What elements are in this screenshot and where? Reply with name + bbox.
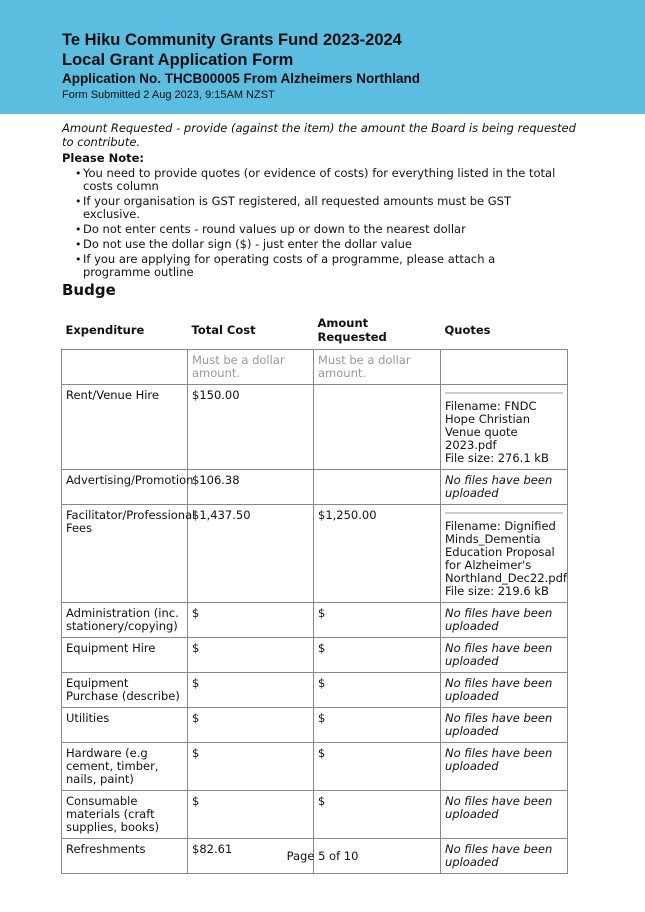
total-cost-cell: $ <box>188 743 314 791</box>
quote-cell: No files have been uploaded <box>441 743 568 791</box>
notes-list <box>76 167 566 281</box>
expenditure-cell: Administration (inc. stationery/copying) <box>62 603 188 638</box>
section-title: Budge <box>62 281 116 299</box>
quote-cell: No files have been uploaded <box>441 791 568 839</box>
hint-empty <box>441 350 568 385</box>
page-number: Page 5 of 10 <box>286 849 359 863</box>
amount-requested-cell: $1,250.00 <box>314 505 441 603</box>
page-header <box>0 0 645 114</box>
table-row <box>62 638 568 673</box>
quote-cell: No files have been uploaded <box>441 470 568 505</box>
note-item: • If you are applying for operating costs of a programme, please attach a programme outline <box>76 253 566 279</box>
hint-row <box>62 350 568 385</box>
hint-empty <box>62 350 188 385</box>
amount-requested-hint: Must be a dollar amount. <box>314 350 441 385</box>
total-cost-cell: $ <box>188 791 314 839</box>
table-row <box>62 385 568 470</box>
quote-cell: No files have been uploaded <box>441 603 568 638</box>
table-row <box>62 708 568 743</box>
total-cost-cell: $106.38 <box>188 470 314 505</box>
form-title: Local Grant Application Form <box>62 51 294 69</box>
fund-title: Te Hiku Community Grants Fund 2023-2024 <box>62 31 402 49</box>
amount-requested-cell <box>314 470 441 505</box>
file-name: Filename: Dignified Minds_Dementia Education Proposal for Alzheimer's Northland_Dec22.pdf <box>445 519 567 585</box>
submitted-date: Form Submitted 2 Aug 2023, 9:15AM NZST <box>62 89 275 101</box>
budget-table <box>61 314 568 874</box>
expenditure-cell: Equipment Purchase (describe) <box>62 673 188 708</box>
total-cost-cell: $ <box>188 708 314 743</box>
total-cost-hint: Must be a dollar amount. <box>188 350 314 385</box>
amount-requested-cell: $ <box>314 638 441 673</box>
header-expenditure: Expenditure <box>65 323 145 337</box>
note-item: • Do not use the dollar sign ($) - just enter the dollar value <box>76 238 566 251</box>
expenditure-cell: Advertising/Promotion <box>62 470 188 505</box>
quote-cell: No files have been uploaded <box>441 839 568 874</box>
application-number: Application No. THCB00005 From Alzheimers Northland <box>62 71 421 86</box>
header-amount-requested: Amount Requested <box>317 316 387 344</box>
expenditure-cell: Hardware (e.g cement, timber, nails, paint) <box>62 743 188 791</box>
expenditure-cell: Facilitator/Professional Fees <box>62 505 188 603</box>
note-item: • You need to provide quotes (or evidence of costs) for everything listed in the total costs column <box>76 167 566 193</box>
note-heading: Please Note: <box>62 151 144 165</box>
file-attachment[interactable] <box>445 392 563 465</box>
amount-requested-cell: $ <box>314 708 441 743</box>
table-row <box>62 505 568 603</box>
expenditure-cell: Equipment Hire <box>62 638 188 673</box>
note-item: • If your organisation is GST registered, all requested amounts must be GST exclusive. <box>76 195 566 221</box>
expenditure-cell: Refreshments <box>62 839 188 874</box>
note-item: • Do not enter cents - round values up or down to the nearest dollar <box>76 223 566 236</box>
amount-requested-cell: $ <box>314 743 441 791</box>
table-row <box>62 673 568 708</box>
file-name: Filename: FNDC Hope Christian Venue quote 2023.pdf <box>445 399 537 452</box>
amount-requested-cell: $ <box>314 603 441 638</box>
table-row <box>62 791 568 839</box>
amount-requested-cell <box>314 385 441 470</box>
table-row <box>62 743 568 791</box>
quote-cell <box>441 385 568 470</box>
expenditure-cell: Utilities <box>62 708 188 743</box>
quote-cell: No files have been uploaded <box>441 638 568 673</box>
total-cost-cell: $ <box>188 673 314 708</box>
file-size: File size: 219.6 kB <box>445 584 549 598</box>
table-header-row <box>62 314 568 350</box>
file-size: File size: 276.1 kB <box>445 451 549 465</box>
total-cost-cell: $82.61 <box>188 839 314 874</box>
amount-requested-intro: Amount Requested - provide (against the item) the amount the Board is being requested to contribute. <box>62 121 576 149</box>
total-cost-cell: $ <box>188 603 314 638</box>
header-quotes: Quotes <box>444 323 491 337</box>
table-row <box>62 603 568 638</box>
quote-cell <box>441 505 568 603</box>
quote-cell: No files have been uploaded <box>441 673 568 708</box>
expenditure-cell: Consumable materials (craft supplies, books) <box>62 791 188 839</box>
expenditure-cell: Rent/Venue Hire <box>62 385 188 470</box>
amount-requested-cell: $ <box>314 673 441 708</box>
total-cost-cell: $150.00 <box>188 385 314 470</box>
amount-requested-cell: $ <box>314 791 441 839</box>
table-row <box>62 470 568 505</box>
quote-cell: No files have been uploaded <box>441 708 568 743</box>
total-cost-cell: $ <box>188 638 314 673</box>
file-attachment[interactable] <box>445 512 567 598</box>
header-total-cost: Total Cost <box>191 323 256 337</box>
total-cost-cell: $1,437.50 <box>188 505 314 603</box>
